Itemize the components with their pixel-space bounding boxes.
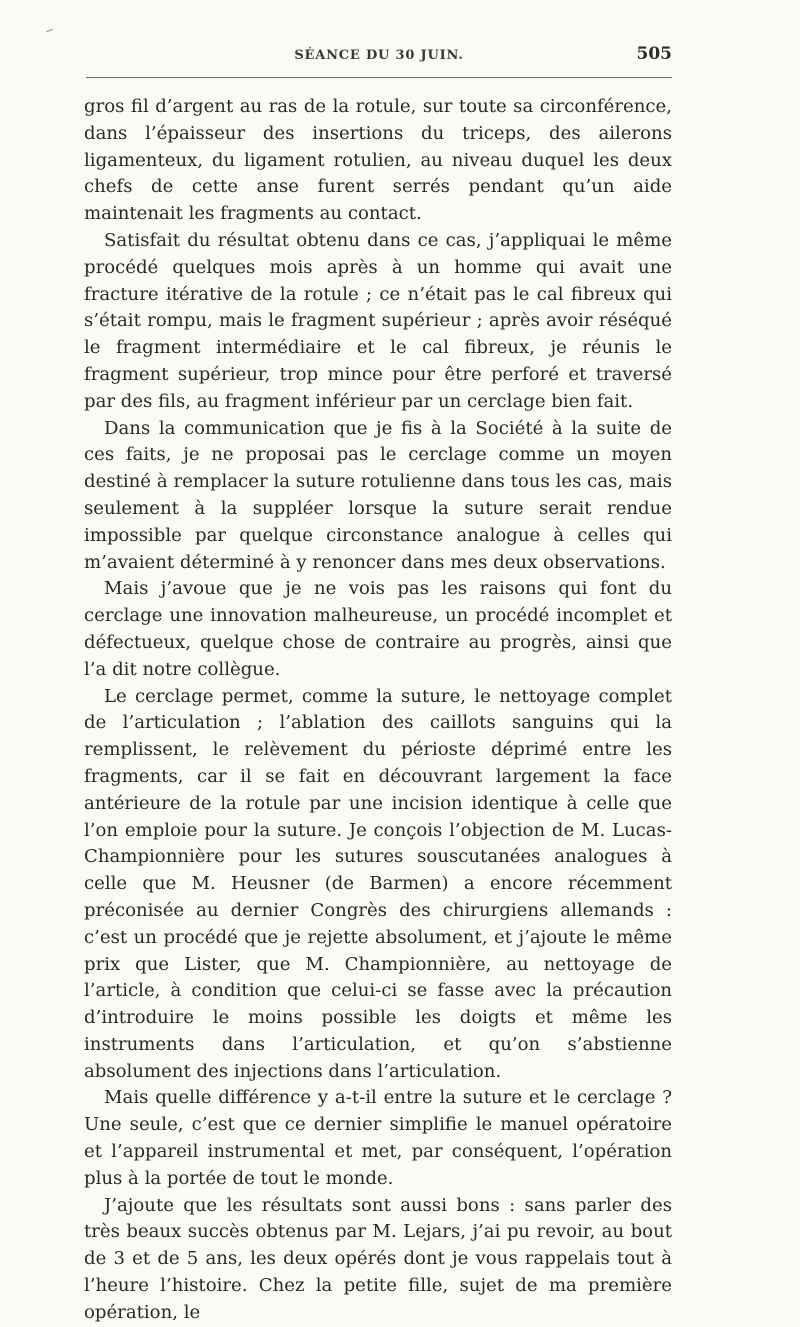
header-rule: [86, 77, 672, 78]
paragraph: Mais j’avoue que je ne vois pas les raisons qui font du cerclage une innovation malheureuse, un procédé incomplet et défectueux, quelque chose de contraire au progrès, ainsi que l’a dit notre collègue.: [84, 578, 672, 680]
paragraph: Dans la communication que je fis à la Société à la suite de ces faits, je ne proposai pas le cerclage comme un moyen destiné à remplacer la suture rotulienne dans tous les cas, mais seulement à la suppléer lorsque la suture serait rendue impossible par quelque circonstance analogue à celles qui m’avaient déterminé à y renoncer dans mes deux observations.: [84, 417, 672, 573]
body-text: [84, 94, 672, 1327]
page-header: [84, 42, 674, 70]
paragraph: Mais quelle différence y a-t-il entre la suture et le cerclage ? Une seule, c’est que ce dernier simplifie le manuel opératoire et l’appareil instrumental et met, par conséquent, l’opération plus à la portée de tout le monde.: [84, 1087, 672, 1189]
paragraph-continuation: gros fil d’argent au ras de la rotule, sur toute sa circonférence, dans l’épaisseur des insertions du triceps, des ailerons ligamenteux, du ligament rotulien, au niveau duquel les deux chefs de cette anse furent serrés pendant qu’un aide maintenait les fragments au contact.: [84, 96, 672, 225]
paragraph: Le cerclage permet, comme la suture, le nettoyage complet de l’articulation ; l’ablation des caillots sanguins qui la remplissent, le relèvement du périoste déprimé entre les fragments, car il se fait en découvrant largement la face antérieure de la rotule par une incision identique à celle que l’on emploie pour la suture. Je conçois l’objection de M. Lucas-Championnière pour les sutures souscutanées analogues à celle que M. Heusner (de Barmen) a encore récemment préconisée au dernier Congrès des chirurgiens allemands : c’est un procédé que je rejette absolument, et j’ajoute le même prix que Lister, que M. Championnière, au nettoyage de l’article, à condition que celui-ci se fasse avec la précaution d’introduire le moins possible les doigts et même les instruments dans l’articulation, et qu’on s’abstienne absolument des injections dans l’articulation.: [84, 685, 672, 1082]
paragraph: J’ajoute que les résultats sont aussi bons : sans parler des très beaux succès obtenus par M. Lejars, j’ai pu revoir, au bout de 3 et de 5 ans, les deux opérés dont je vous rappelais tout à l’heure l’histoire. Chez la petite fille, sujet de ma première opération, le: [84, 1194, 672, 1323]
running-head: SÉANCE DU 30 JUIN.: [294, 48, 464, 63]
paragraph: Satisfait du résultat obtenu dans ce cas, j’appliquai le même procédé quelques mois après à un homme qui avait une fracture itérative de la rotule ; ce n’était pas le cal fibreux qui s’était rompu, mais le fragment supérieur ; après avoir réséqué le fragment intermédiaire et le cal fibreux, je réunis le fragment supérieur, trop mince pour être perforé et traversé par des fils, au fragment inférieur par un cerclage bien fait.: [84, 229, 672, 412]
margin-mark: [46, 29, 53, 33]
page-number: 505: [636, 44, 672, 64]
